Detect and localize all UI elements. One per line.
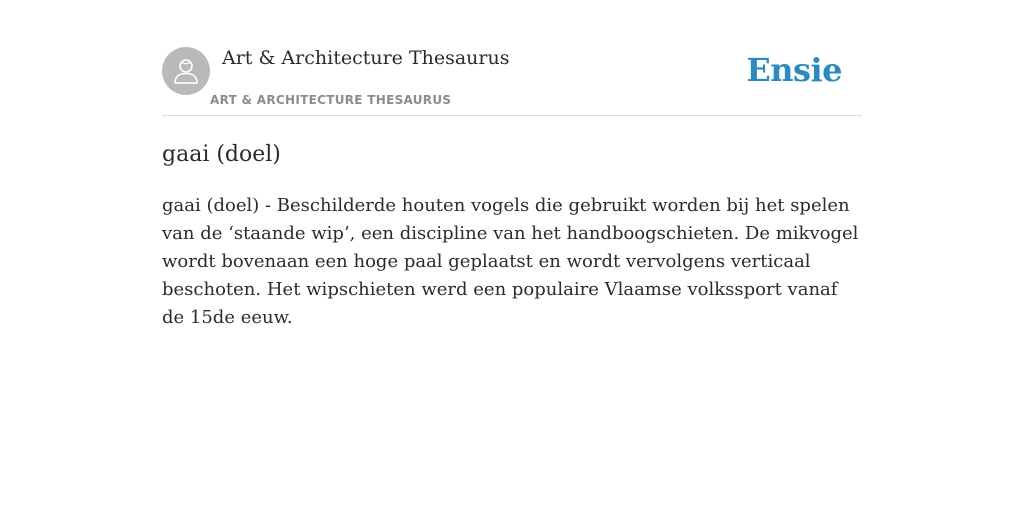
entry-title: gaai (doel) bbox=[162, 142, 281, 167]
source-subtitle-link[interactable]: ART & ARCHITECTURE THESAURUS bbox=[210, 93, 452, 107]
source-title-link[interactable]: Art & Architecture Thesaurus bbox=[222, 47, 510, 69]
user-icon bbox=[171, 56, 201, 86]
brand-logo[interactable]: Ensie bbox=[746, 51, 842, 89]
entry-header bbox=[162, 46, 862, 116]
entry-card bbox=[162, 46, 862, 332]
avatar[interactable] bbox=[162, 47, 210, 95]
entry-definition: gaai (doel) - Beschilderde houten vogels die gebruikt worden bij het spelen van de ‘staande wip’, een discipline van het handboogschieten. De mikvogel wordt bovenaan een hoge paal geplaatst en wordt vervolgens verticaal beschoten. Het wipschieten werd een populaire Vlaamse volkssport vanaf de 15de eeuw. bbox=[162, 195, 859, 328]
